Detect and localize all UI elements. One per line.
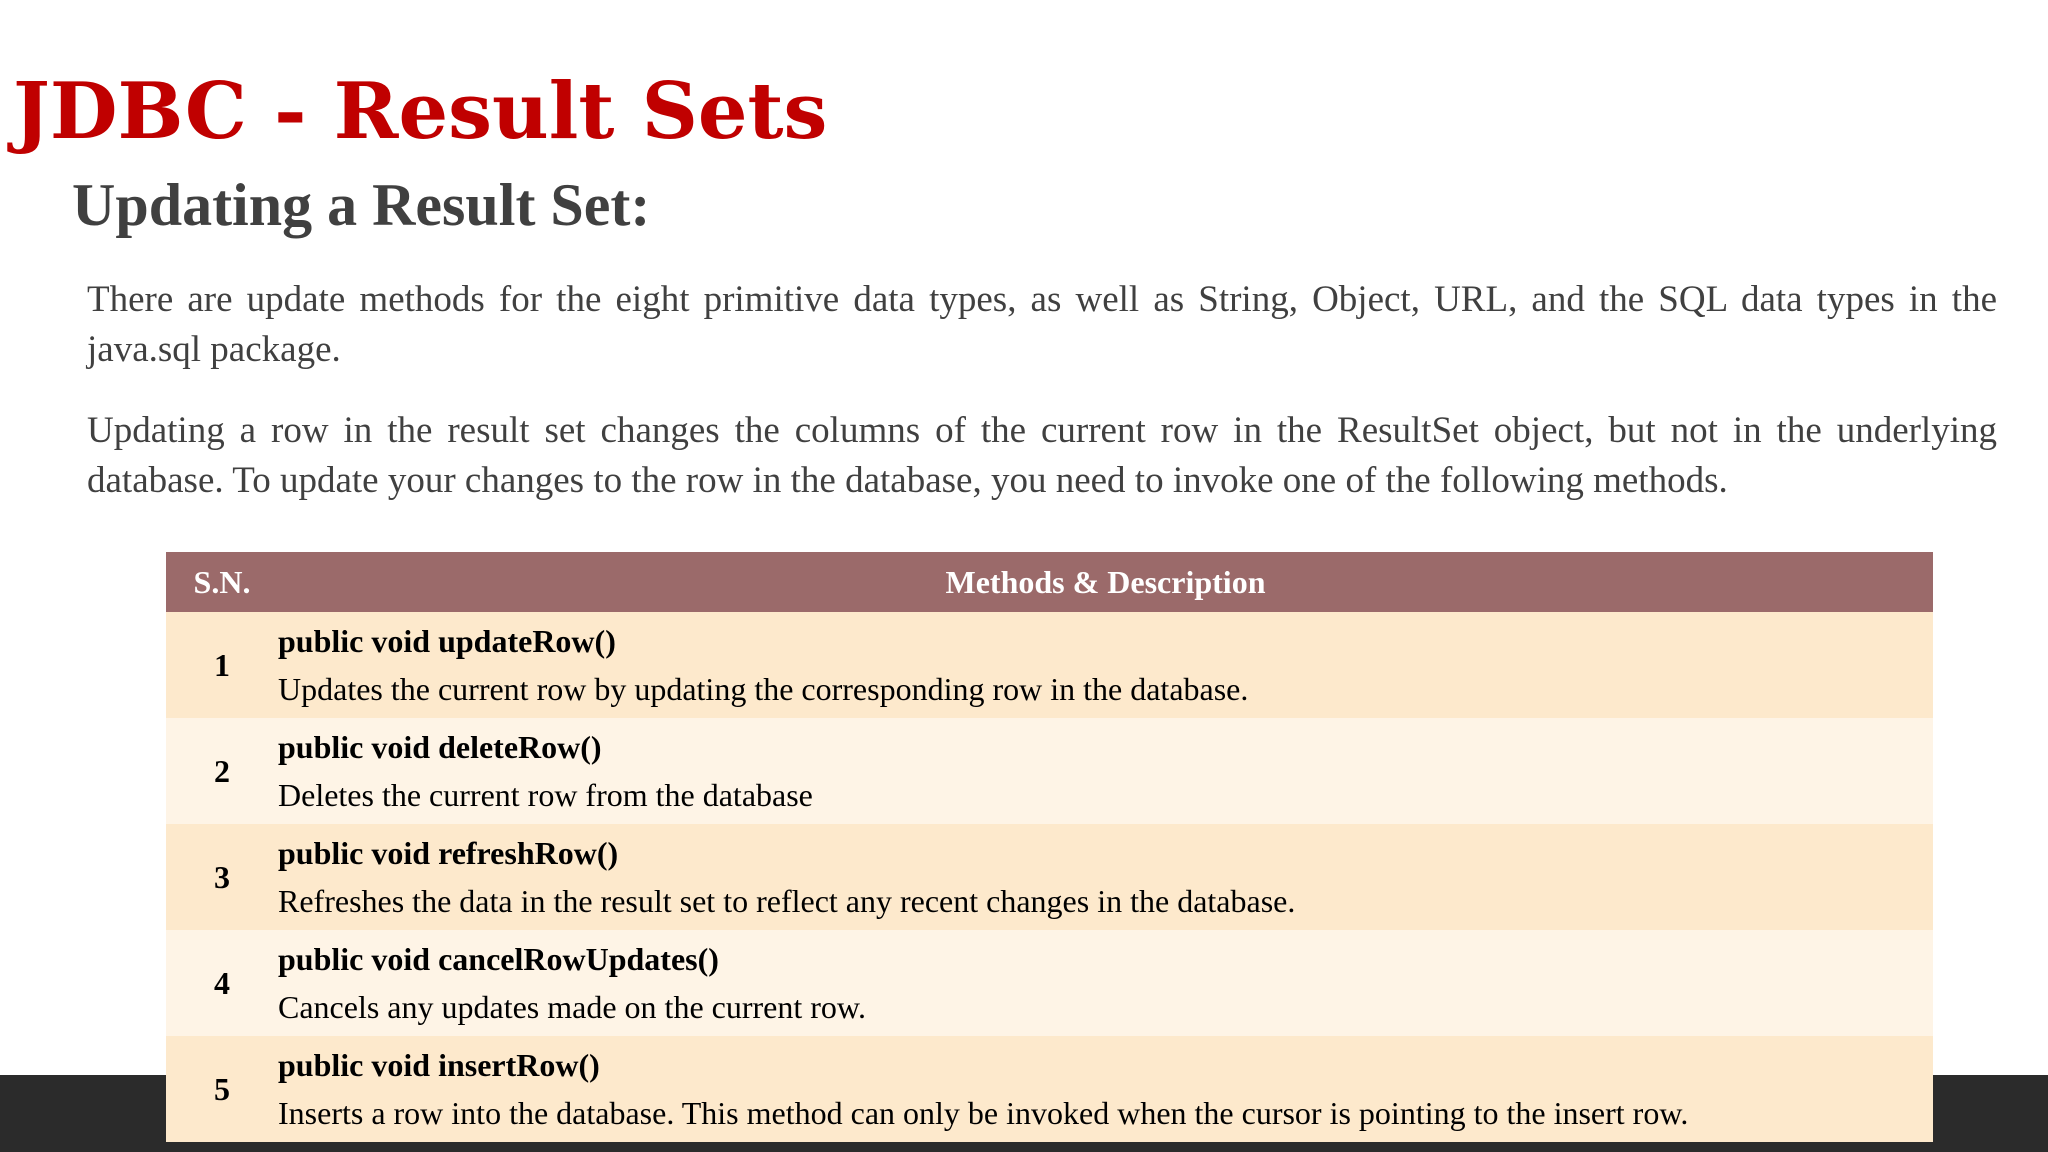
method-signature: public void insertRow() — [278, 1047, 600, 1083]
method-signature: public void updateRow() — [278, 623, 616, 659]
table-row — [166, 718, 1933, 824]
header-methods-description: Methods & Description — [278, 552, 1933, 612]
method-description: Cancels any updates made on the current row. — [278, 989, 866, 1025]
method-cell — [278, 930, 1933, 1036]
method-description: Refreshes the data in the result set to reflect any recent changes in the database. — [278, 883, 1296, 919]
method-signature: public void deleteRow() — [278, 729, 602, 765]
method-cell — [278, 612, 1933, 718]
methods-table — [166, 552, 1933, 1142]
header-sn: S.N. — [166, 552, 278, 612]
method-description: Deletes the current row from the database — [278, 777, 813, 813]
method-cell — [278, 1036, 1933, 1142]
table-row — [166, 612, 1933, 718]
table-header-row — [166, 552, 1933, 612]
table-row — [166, 930, 1933, 1036]
method-signature: public void refreshRow() — [278, 835, 619, 871]
intro-paragraph: There are update methods for the eight primitive data types, as well as String, Object, URL, and the SQL data types in the java.sql package. — [87, 279, 1997, 370]
section-heading: Updating a Result Set: — [72, 172, 651, 238]
table-row — [166, 824, 1933, 930]
row-number: 4 — [166, 930, 278, 1036]
row-number: 3 — [166, 824, 278, 930]
update-paragraph: Updating a row in the result set changes the columns of the current row in the ResultSet object, but not in the underlying database. To update your changes to the row in the database, you need to invoke one of the following methods. — [87, 410, 1997, 501]
method-description: Inserts a row into the database. This method can only be invoked when the cursor is pointing to the insert row. — [278, 1095, 1689, 1131]
row-number: 1 — [166, 612, 278, 718]
method-cell — [278, 824, 1933, 930]
row-number: 5 — [166, 1036, 278, 1142]
row-number: 2 — [166, 718, 278, 824]
table-row — [166, 1036, 1933, 1142]
slide-title: JDBC - Result Sets — [13, 66, 828, 157]
method-description: Updates the current row by updating the corresponding row in the database. — [278, 671, 1249, 707]
method-cell — [278, 718, 1933, 824]
method-signature: public void cancelRowUpdates() — [278, 941, 719, 977]
